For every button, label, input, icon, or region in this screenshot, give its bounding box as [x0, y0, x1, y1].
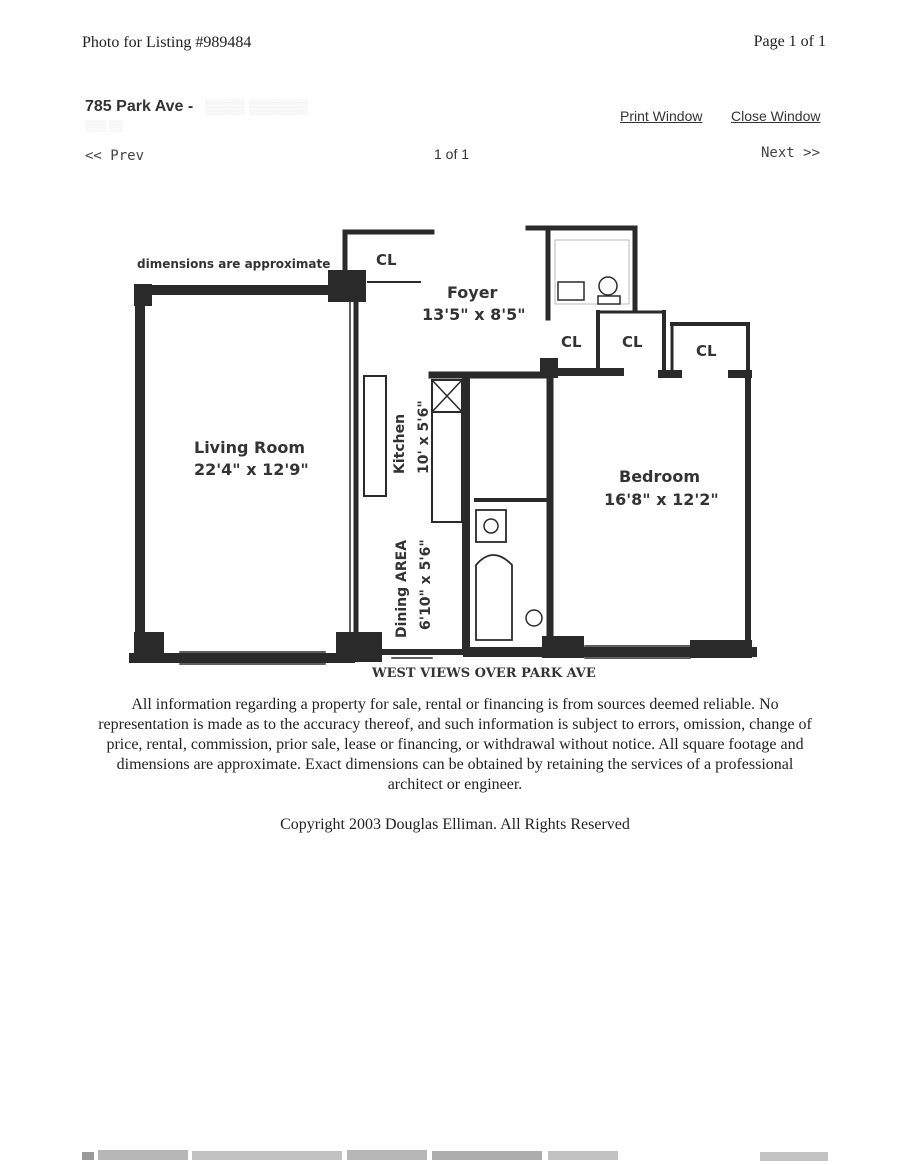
closet-label-1: CL	[376, 251, 397, 269]
close-window-link[interactable]: Close Window	[731, 108, 821, 124]
foyer-name: Foyer	[447, 283, 498, 302]
next-link[interactable]: Next >>	[761, 145, 821, 161]
closet-label-3: CL	[622, 333, 643, 351]
footer-url-smudge	[82, 1148, 622, 1162]
faded-subtitle: ▒▒▒ ▒▒	[85, 121, 124, 132]
living-room-name: Living Room	[194, 438, 305, 457]
kitchen-dims: 10' x 5'6"	[416, 400, 432, 474]
prev-link[interactable]: << Prev	[85, 148, 145, 164]
dining-dims: 6'10" x 5'6"	[418, 539, 434, 630]
footer-date-smudge	[760, 1150, 830, 1162]
kitchen-name: Kitchen	[392, 413, 408, 474]
print-window-link[interactable]: Print Window	[620, 108, 703, 124]
listing-header-label: Photo for Listing #989484	[82, 34, 252, 51]
foyer-dims: 13'5" x 8'5"	[422, 305, 526, 324]
listing-title: 785 Park Ave -	[85, 98, 194, 115]
photo-counter: 1 of 1	[434, 146, 470, 162]
bedroom-dims: 16'8" x 12'2"	[604, 490, 719, 509]
dining-name: Dining AREA	[394, 539, 410, 638]
disclaimer-text: All information regarding a property for sale, rental or financing is from sources deemed reliable. No representation is made as to the accuracy thereof, and such information is subject to errors, omission, change of price, rental, commission, prior sale, lease or financing, or withdrawal without notice. All square footage and dimensions are approximate. Exact dimensions can be obtained by retaining the services of a professional architect or engineer.	[98, 696, 812, 793]
copyright-text: Copyright 2003 Douglas Elliman. All Rights Reserved	[280, 816, 630, 833]
bedroom-name: Bedroom	[619, 467, 701, 486]
living-room-dims: 22'4" x 12'9"	[194, 460, 309, 479]
views-label: WEST VIEWS OVER PARK AVE	[372, 666, 596, 681]
closet-label-2: CL	[561, 333, 582, 351]
dimensions-note: dimensions are approximate	[137, 257, 331, 271]
faded-title-remainder: ▒▒▒▒ ▒▒▒▒▒▒	[205, 98, 309, 114]
page-indicator: Page 1 of 1	[753, 33, 826, 50]
closet-label-4: CL	[696, 342, 717, 360]
